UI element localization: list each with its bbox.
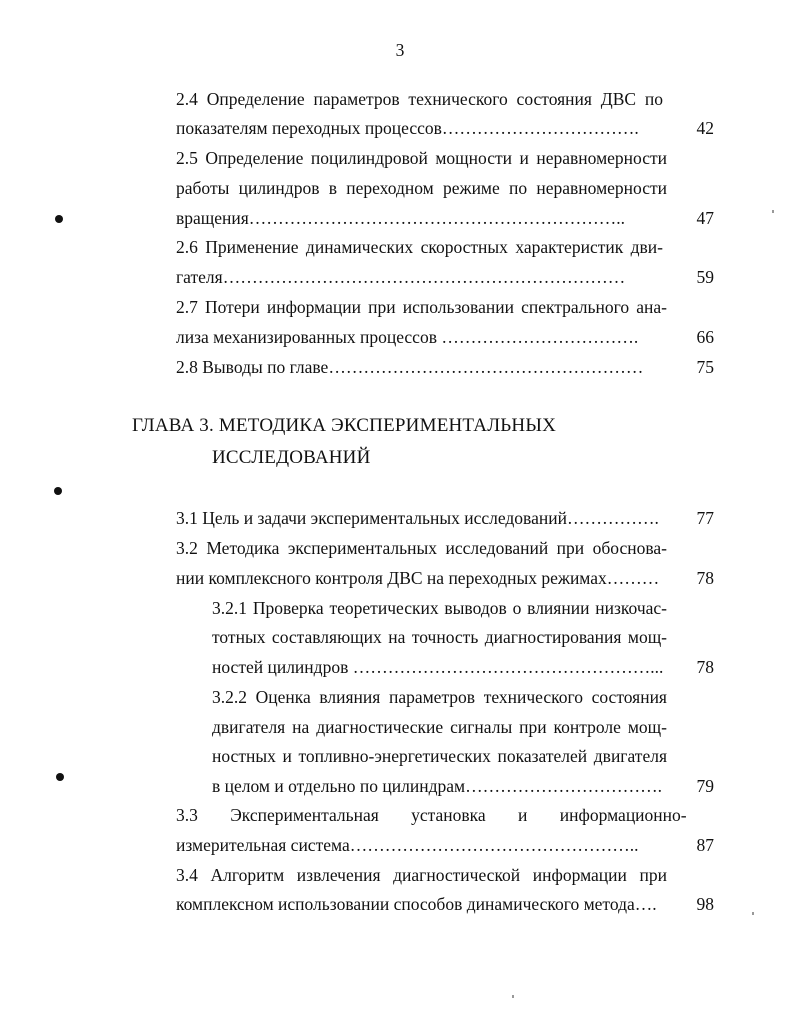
toc-entry-text: лиза механизированных процессов ……………………………. bbox=[176, 327, 639, 347]
scan-speck bbox=[752, 912, 754, 915]
toc-page-number: 47 bbox=[696, 208, 714, 228]
toc-entry-text: 3.1 Цель и задачи экспериментальных исследований……………. bbox=[176, 508, 659, 528]
toc-entry-text: вращения……………………………………………………….. bbox=[176, 208, 626, 228]
toc-entry-text: измерительная система………………………………………….. bbox=[176, 835, 639, 855]
scan-speck bbox=[512, 995, 514, 998]
toc-entry-text: комплексном использовании способов динамического метода…. bbox=[176, 894, 657, 914]
toc-entry-text: 3.2.2 Оценка влияния параметров технического состояния bbox=[212, 687, 667, 707]
toc-entry-text: 2.4 Определение параметров технического состояния ДВС по bbox=[176, 89, 663, 109]
toc-entry-text: 3.4 Алгоритм извлечения диагностической информации при bbox=[176, 865, 667, 885]
toc-page-number: 79 bbox=[696, 776, 714, 796]
toc-entry-text: 2.5 Определение поцилиндровой мощности и неравномерности bbox=[176, 148, 667, 168]
page-number: 3 bbox=[395, 40, 405, 60]
chapter-heading-line1: ГЛАВА 3. МЕТОДИКА ЭКСПЕРИМЕНТАЛЬНЫХ bbox=[132, 415, 557, 436]
toc-page-number: 42 bbox=[696, 118, 714, 138]
toc-entry-text: работы цилиндров в переходном режиме по неравномерности bbox=[176, 178, 667, 198]
toc-entry-text: нии комплексного контроля ДВС на переходных режимах……… bbox=[176, 568, 660, 588]
toc-entry-text: гателя…………………………………………………………… bbox=[176, 267, 626, 287]
toc-entry-text: ностных и топливно-энергетических показателей двигателя bbox=[212, 746, 667, 766]
toc-entry-text: тотных составляющих на точность диагностирования мощ- bbox=[212, 627, 667, 647]
binder-hole-mark bbox=[55, 215, 63, 223]
binder-hole-mark bbox=[56, 773, 64, 781]
toc-page-number: 77 bbox=[696, 508, 714, 528]
toc-entry-text: 3.3 Экспериментальная установка и информационно- bbox=[176, 805, 687, 825]
toc-entry-text: 2.7 Потери информации при использовании спектрального ана- bbox=[176, 297, 667, 317]
toc-entry-text: в целом и отдельно по цилиндрам……………………………. bbox=[212, 776, 662, 796]
chapter-heading-line2: ИССЛЕДОВАНИЙ bbox=[212, 447, 371, 468]
toc-entry-text: 3.2 Методика экспериментальных исследований при обоснова- bbox=[176, 538, 667, 558]
toc-entry-text: двигателя на диагностические сигналы при контроле мощ- bbox=[212, 717, 667, 737]
binder-hole-mark bbox=[54, 487, 62, 495]
toc-page-number: 75 bbox=[696, 357, 714, 377]
toc-page-number: 78 bbox=[696, 657, 714, 677]
toc-page-number: 59 bbox=[696, 267, 714, 287]
scan-speck bbox=[772, 210, 774, 213]
toc-page-number: 78 bbox=[696, 568, 714, 588]
toc-entry-text: 3.2.1 Проверка теоретических выводов о влиянии низкочас- bbox=[212, 598, 667, 618]
toc-entry-text: показателям переходных процессов……………………………. bbox=[176, 118, 639, 138]
toc-entry-text: 2.6 Применение динамических скоростных характеристик дви- bbox=[176, 237, 663, 257]
toc-entry-text: 2.8 Выводы по главе……………………………………………… bbox=[176, 357, 644, 377]
toc-entry-text: ностей цилиндров ……………………………………………... bbox=[212, 657, 664, 677]
toc-page-number: 98 bbox=[696, 894, 714, 914]
toc-page-number: 66 bbox=[696, 327, 714, 347]
toc-page-number: 87 bbox=[696, 835, 714, 855]
